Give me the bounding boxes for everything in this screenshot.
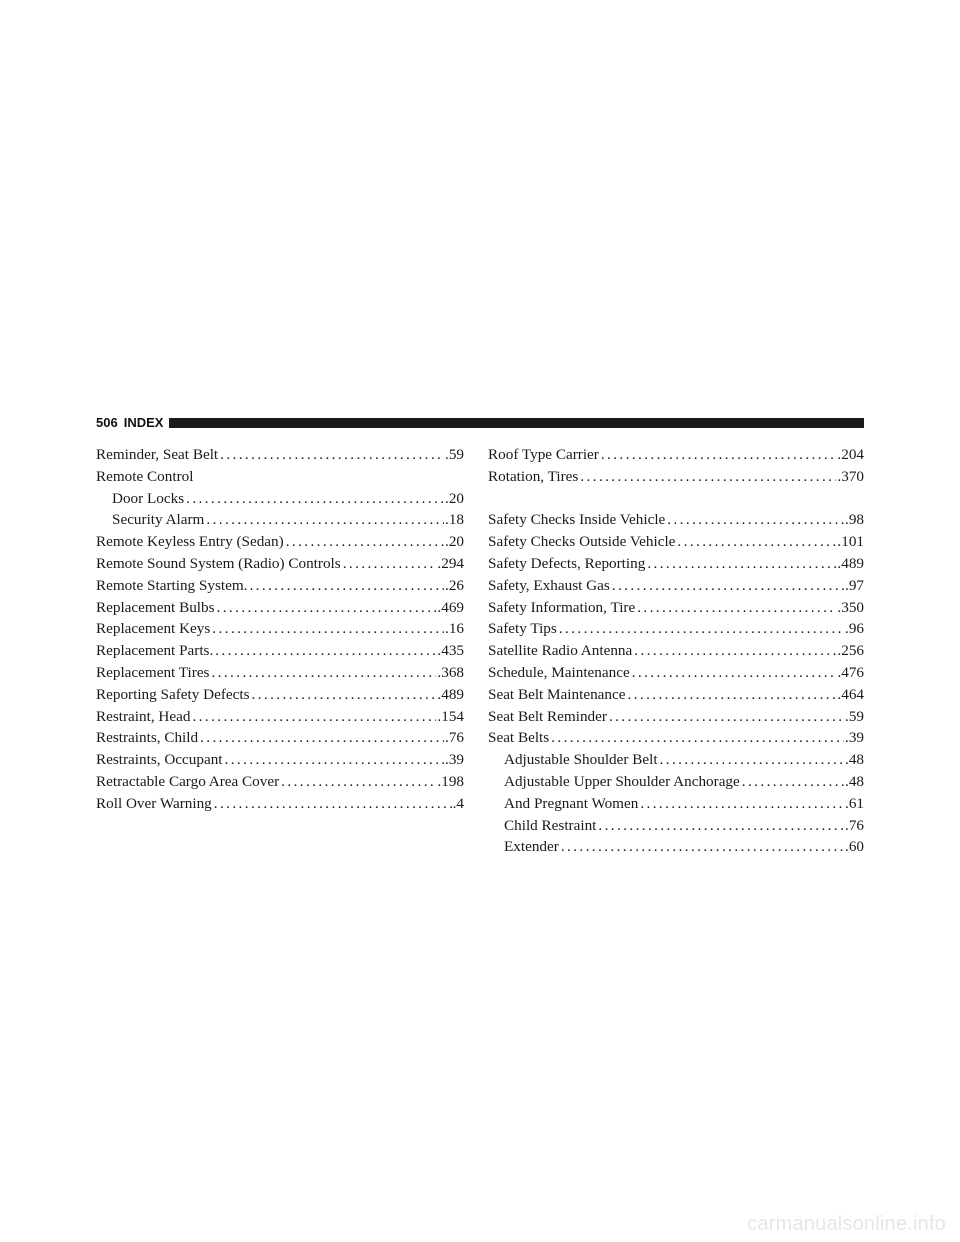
entry-page: .98: [845, 511, 864, 529]
entry-page: .76: [845, 816, 864, 834]
entry-label: And Pregnant Women: [504, 794, 639, 812]
index-entry: [488, 575, 864, 597]
dot-leader: [640, 793, 844, 815]
entry-label: Seat Belt Maintenance: [488, 685, 626, 703]
entry-page: .97: [845, 576, 864, 594]
entry-label: Roll Over Warning: [96, 794, 212, 812]
dot-leader: [192, 706, 436, 728]
entry-label: Safety Checks Inside Vehicle: [488, 511, 666, 529]
index-entry: [488, 466, 864, 488]
entry-label: Safety Defects, Reporting: [488, 554, 646, 572]
entry-label: Replacement Parts.: [96, 642, 214, 660]
entry-label: Seat Belts: [488, 729, 550, 747]
entry-page: .96: [845, 620, 864, 638]
entry-page: .154: [437, 707, 464, 725]
entry-label: Restraint, Head: [96, 707, 191, 725]
dot-leader: [559, 618, 844, 640]
section-title: INDEX: [123, 415, 164, 430]
entry-page: .61: [845, 794, 864, 812]
index-entry: [96, 662, 464, 684]
index-entry: [488, 684, 864, 706]
entry-label: Replacement Tires: [96, 663, 210, 681]
dot-leader: [627, 684, 836, 706]
dot-leader: [212, 618, 444, 640]
entry-page: .464: [837, 685, 864, 703]
entry-label: Remote Control: [96, 467, 194, 485]
entry-page: .59: [445, 446, 464, 463]
entry-page: .76: [445, 729, 464, 747]
entry-label: Reporting Safety Defects: [96, 685, 250, 703]
entry-label: Remote Sound System (Radio) Controls: [96, 554, 341, 572]
entry-page: .26: [445, 576, 464, 594]
index-entry: [96, 466, 464, 488]
index-entry: [488, 640, 864, 662]
dot-leader: [206, 509, 444, 531]
entry-label: Adjustable Upper Shoulder Anchorage: [504, 772, 740, 790]
entry-page: .256: [837, 642, 864, 660]
index-subentry: [488, 771, 864, 793]
entry-label: Safety Information, Tire: [488, 598, 636, 616]
index-subentry: [96, 509, 464, 531]
index-subentry: [488, 749, 864, 771]
watermark: carmanualsonline.info: [747, 1213, 946, 1235]
index-subentry: [96, 488, 464, 510]
entry-label: Child Restraint: [504, 816, 597, 834]
entry-label: Restraints, Child: [96, 729, 199, 747]
index-entry: [96, 640, 464, 662]
dot-leader: [612, 575, 844, 597]
entry-label: Retractable Cargo Area Cover: [96, 772, 280, 790]
dot-leader: [343, 553, 437, 575]
index-entry: [96, 597, 464, 619]
dot-leader: [211, 662, 436, 684]
entry-label: Door Locks: [112, 489, 185, 507]
dot-leader: [660, 749, 844, 771]
index-entry: [488, 509, 864, 531]
entry-label: Adjustable Shoulder Belt: [504, 751, 658, 769]
dot-leader: [667, 509, 844, 531]
index-column-left: [96, 444, 464, 815]
entry-page: .476: [837, 663, 864, 681]
entry-label: Remote Starting System.: [96, 576, 248, 594]
index-entry: [96, 575, 464, 597]
entry-page: .48: [845, 751, 864, 769]
index-entry: [488, 597, 864, 619]
index-subentry: [488, 815, 864, 837]
entry-page: .435: [437, 642, 464, 660]
entry-page: .16: [445, 620, 464, 638]
entry-label: Seat Belt Reminder: [488, 707, 607, 725]
entry-label: Satellite Radio Antenna: [488, 642, 633, 660]
index-entry: [488, 444, 864, 466]
dot-leader: [634, 640, 836, 662]
entry-page: .18: [445, 511, 464, 529]
entry-page: .60: [845, 838, 864, 856]
dot-leader: [561, 836, 844, 858]
dot-leader: [601, 444, 837, 466]
dot-leader: [580, 466, 836, 488]
entry-page: .469: [437, 598, 464, 616]
index-entry: [488, 553, 864, 575]
entry-page: .489: [437, 685, 464, 703]
entry-page: .198: [437, 772, 464, 790]
entry-page: .59: [845, 707, 864, 725]
index-entry: [96, 684, 464, 706]
entry-label: Replacement Keys: [96, 620, 211, 638]
entry-page: .48: [845, 772, 864, 790]
dot-leader: [214, 793, 452, 815]
dot-leader: [249, 575, 444, 597]
index-entry: [96, 706, 464, 728]
index-entry: [488, 618, 864, 640]
index-entry: [488, 531, 864, 553]
entry-page: .4: [452, 794, 464, 812]
index-entry: [96, 771, 464, 793]
entry-page: .39: [845, 729, 864, 747]
index-entry: [96, 749, 464, 771]
index-entry: [488, 662, 864, 684]
entry-page: .370: [837, 467, 864, 485]
dot-leader: [632, 662, 837, 684]
letter-group-gap: [488, 488, 864, 510]
entry-label: Roof Type Carrier: [488, 446, 599, 463]
dot-leader: [281, 771, 436, 793]
entry-label: Remote Keyless Entry (Sedan): [96, 533, 284, 551]
entry-page: .101: [837, 533, 864, 551]
entry-page: .489: [837, 554, 864, 572]
entry-label: Restraints, Occupant: [96, 751, 223, 769]
entry-page: .350: [837, 598, 864, 616]
entry-label: Schedule, Maintenance: [488, 663, 630, 681]
entry-label: Rotation, Tires: [488, 467, 579, 485]
entry-label: Replacement Bulbs: [96, 598, 215, 616]
dot-leader: [225, 749, 444, 771]
entry-label: Safety Tips: [488, 620, 557, 638]
index-entry: [96, 793, 464, 815]
index-subentry: [488, 836, 864, 858]
dot-leader: [647, 553, 836, 575]
entry-label: Security Alarm: [112, 511, 205, 529]
page-number: 506: [96, 415, 118, 430]
entry-label: Safety, Exhaust Gas: [488, 576, 610, 594]
entry-label: Extender: [504, 838, 559, 856]
dot-leader: [598, 815, 844, 837]
index-entry: [96, 444, 464, 466]
dot-leader: [220, 444, 444, 466]
entry-label: Safety Checks Outside Vehicle: [488, 533, 676, 551]
dot-leader: [217, 597, 437, 619]
entry-page: .20: [445, 489, 464, 507]
index-column-right: [488, 444, 864, 858]
entry-page: .20: [445, 533, 464, 551]
dot-leader: [551, 727, 844, 749]
entry-page: .368: [437, 663, 464, 681]
index-entry: [488, 706, 864, 728]
entry-page: .39: [445, 751, 464, 769]
index-entry: [96, 727, 464, 749]
dot-leader: [742, 771, 844, 793]
page-header: [96, 416, 864, 430]
entry-page: .294: [437, 554, 464, 572]
index-subentry: [488, 793, 864, 815]
dot-leader: [677, 531, 836, 553]
dot-leader: [252, 684, 437, 706]
header-rule: [169, 418, 864, 428]
entry-label: Reminder, Seat Belt: [96, 446, 219, 463]
index-entry: [96, 618, 464, 640]
dot-leader: [215, 640, 436, 662]
dot-leader: [186, 488, 444, 510]
dot-leader: [609, 706, 844, 728]
dot-leader: [200, 727, 444, 749]
index-entry: [96, 553, 464, 575]
index-entry: [488, 727, 864, 749]
dot-leader: [637, 597, 836, 619]
dot-leader: [286, 531, 444, 553]
index-entry: [96, 531, 464, 553]
entry-page: .204: [837, 446, 864, 463]
